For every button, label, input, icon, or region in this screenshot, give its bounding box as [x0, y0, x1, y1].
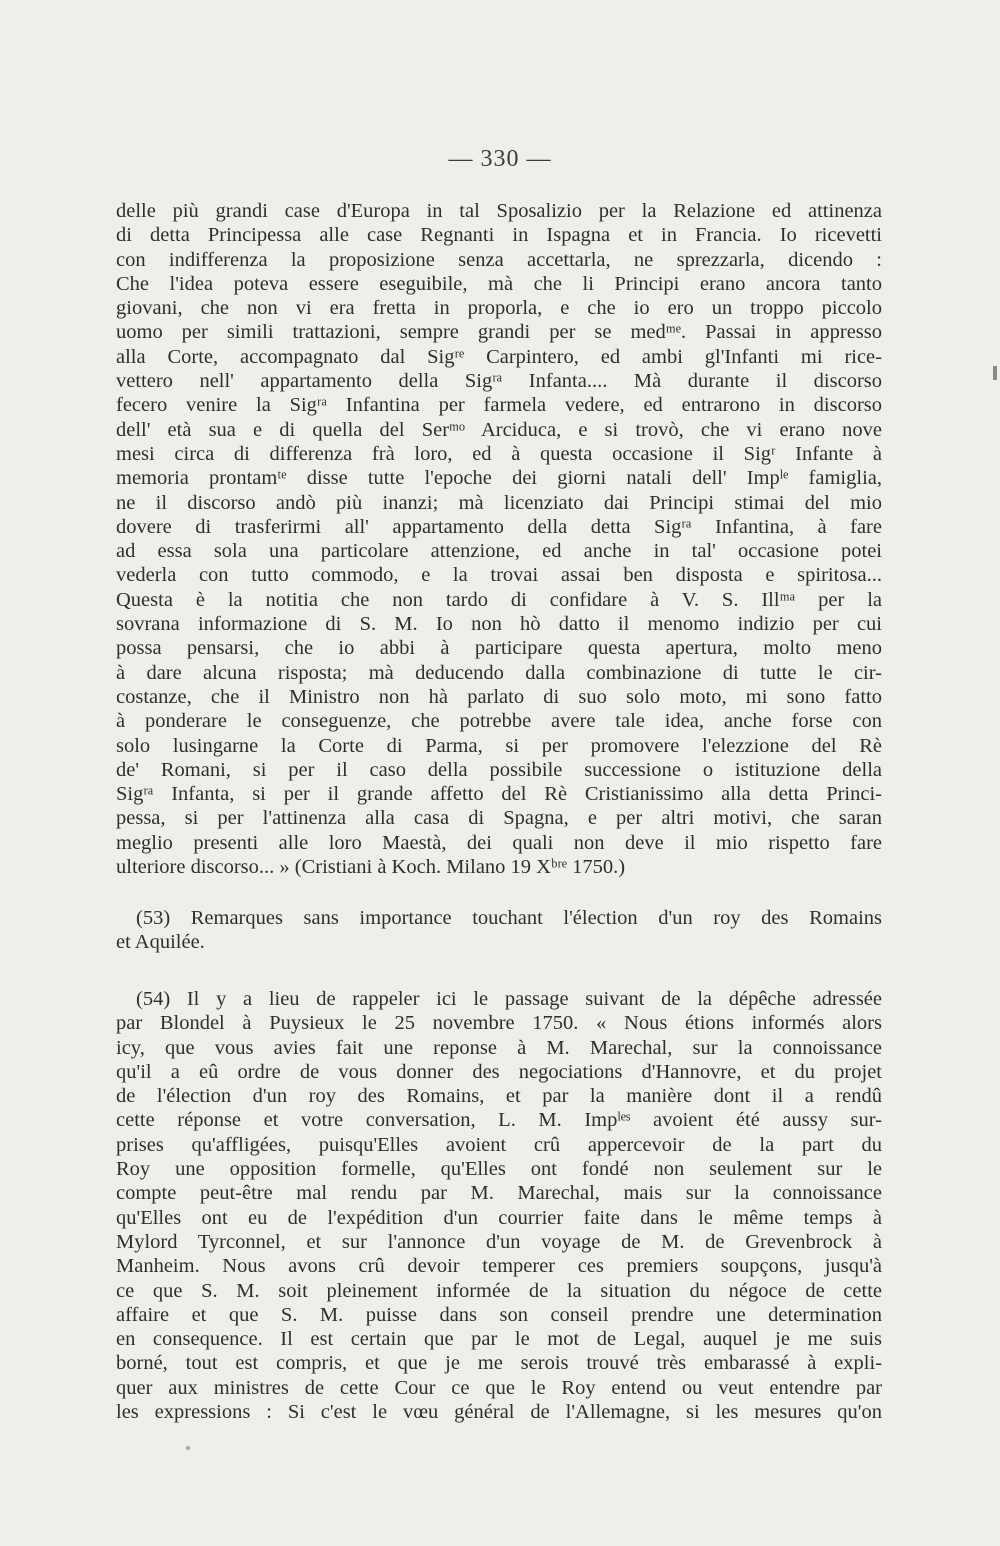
text-line: dell' età sua e di quella del Serᵐᵒ Arciduca, e si trovò, che vi erano nove [116, 418, 882, 441]
text-line: mesi circa di differenza frà loro, ed à questa occasione il Sigʳ Infante à [116, 442, 882, 465]
text-line: di detta Principessa alle case Regnanti in Ispagna et in Francia. Io ricevetti [116, 224, 882, 247]
text-line: de l'élection d'un roy des Romains, et par la manière dont il a rendû [116, 1085, 882, 1108]
text-line: meglio presenti alle loro Maestà, dei quali non deve il mio rispetto fare [116, 831, 882, 854]
text-line: à ponderare le conseguenze, che potrebbe avere tale idea, anche forse con [116, 710, 882, 733]
footnote-53 [116, 906, 882, 955]
text-line: costanze, che il Ministro non hà parlato di suo solo moto, mi sono fatto [116, 685, 882, 708]
text-line: uomo per simili trattazioni, sempre grandi per se medᵐᵉ. Passai in appresso [116, 321, 882, 344]
text-line: affaire et que S. M. puisse dans son conseil prendre une determination [116, 1303, 882, 1326]
text-line: solo lusingarne la Corte di Parma, si per promovere l'elezzione del Rè [116, 734, 882, 757]
text-line: sovrana informazione di S. M. Io non hò datto il menomo indizio per cui [116, 613, 882, 636]
text-line: qu'il a eû ordre de vous donner des negociations d'Hannovre, et du projet [116, 1060, 882, 1083]
text-line: icy, que vous avies fait une reponse à M. Marechal, sur la connoissance [116, 1036, 882, 1059]
text-line: de' Romani, si per il caso della possibile successione o istituzione della [116, 758, 882, 781]
text-line: quer aux ministres de cette Cour ce que le Roy entend ou veut entendre par [116, 1376, 882, 1399]
text-line: possa pensarsi, che io abbi à participare questa apertura, molto meno [116, 637, 882, 660]
text-line: vettero nell' appartamento della Sigʳᵃ Infanta.... Mà durante il discorso [116, 370, 882, 393]
text-line: Roy une opposition formelle, qu'Elles ont fondé non seulement sur le [116, 1158, 882, 1181]
edge-mark [993, 366, 997, 380]
text-line: fecero venire la Sigʳᵃ Infantina per farmela vedere, ed entrarono in discorso [116, 394, 882, 417]
text-line: giovani, che non vi era fretta in proporla, e che io ero un troppo piccolo [116, 297, 882, 320]
text-line: et Aquilée. [116, 931, 205, 954]
text-line: ulteriore discorso... » (Cristiani à Koch. Milano 19 Xᵇʳᵉ 1750.) [116, 856, 626, 879]
ink-smudge [186, 1446, 190, 1450]
text-line: Questa è la notitia che non tardo di confidare à V. S. Illᵐᵃ per la [116, 588, 882, 611]
text-line: ad essa sola una particolare attenzione, ed anche in tal' occasione potei [116, 540, 882, 563]
text-line: qu'Elles ont eu de l'expédition d'un courrier faite dans le même temps à [116, 1206, 882, 1229]
text-line: en consequence. Il est certain que par le mot de Legal, auquel je me suis [116, 1328, 882, 1351]
text-line: compte peut-être mal rendu par M. Marechal, mais sur la connoissance [116, 1182, 882, 1205]
text-line: (54) Il y a lieu de rappeler ici le passage suivant de la dépêche adressée [136, 988, 882, 1010]
text-line: pessa, si per l'attinenza alla casa di Spagna, e per altri motivi, che saran [116, 807, 882, 830]
text-line: memoria prontamᵗᵉ disse tutte l'epoche dei giorni natali dell' Impˡᵉ famiglia, [116, 467, 882, 490]
text-line: par Blondel à Puysieux le 25 novembre 1750. « Nous étions informés alors [116, 1012, 882, 1035]
text-line: Manheim. Nous avons crû devoir temperer ces premiers soupçons, jusqu'à [116, 1255, 882, 1278]
footnote-54 [116, 987, 882, 1424]
text-line: dovere di trasferirmi all' appartamento della detta Sigʳᵃ Infantina, à fare [116, 515, 882, 538]
text-line: borné, tout est compris, et que je me serois trouvé très embarassé à expli- [116, 1352, 882, 1375]
text-line: Sigʳᵃ Infanta, si per il grande affetto del Rè Cristianissimo alla detta Princi- [116, 783, 882, 806]
text-line: delle più grandi case d'Europa in tal Sposalizio per la Relazione ed attinenza [116, 200, 882, 222]
text-line: vederla con tutto commodo, e la trovai assai ben disposta e spiritosa... [116, 564, 882, 587]
text-line: Che l'idea poteva essere eseguibile, mà che li Principi erano ancora tanto [116, 272, 882, 295]
text-line: prises qu'affligées, puisqu'Elles avoient crû appercevoir de la part du [116, 1133, 882, 1156]
main-paragraph [116, 199, 882, 879]
text-line: (53) Remarques sans importance touchant l'élection d'un roy des Romains [136, 907, 882, 929]
text-line: Mylord Tyrconnel, et sur l'annonce d'un voyage de M. de Grevenbrock à [116, 1230, 882, 1253]
text-line: con indifferenza la proposizione senza accettarla, ne sprezzarla, dicendo : [116, 248, 882, 271]
text-line: ne il discorso andò più inanzi; mà licenziato dai Principi stimai del mio [116, 491, 882, 514]
page-number: — 330 — [448, 146, 552, 172]
text-line: ce que S. M. soit pleinement informée de la situation du négoce de cette [116, 1279, 882, 1302]
text-line: les expressions : Si c'est le vœu général de l'Allemagne, si les mesures qu'on [116, 1401, 882, 1424]
text-line: à dare alcuna risposta; mà deducendo dalla combinazione di tutte le cir- [116, 661, 882, 684]
text-line: cette réponse et votre conversation, L. M. Impˡᵉˢ avoient été aussy sur- [116, 1109, 882, 1132]
text-line: alla Corte, accompagnato dal Sigʳᵉ Carpintero, ed ambi gl'Infanti mi rice- [116, 345, 882, 368]
